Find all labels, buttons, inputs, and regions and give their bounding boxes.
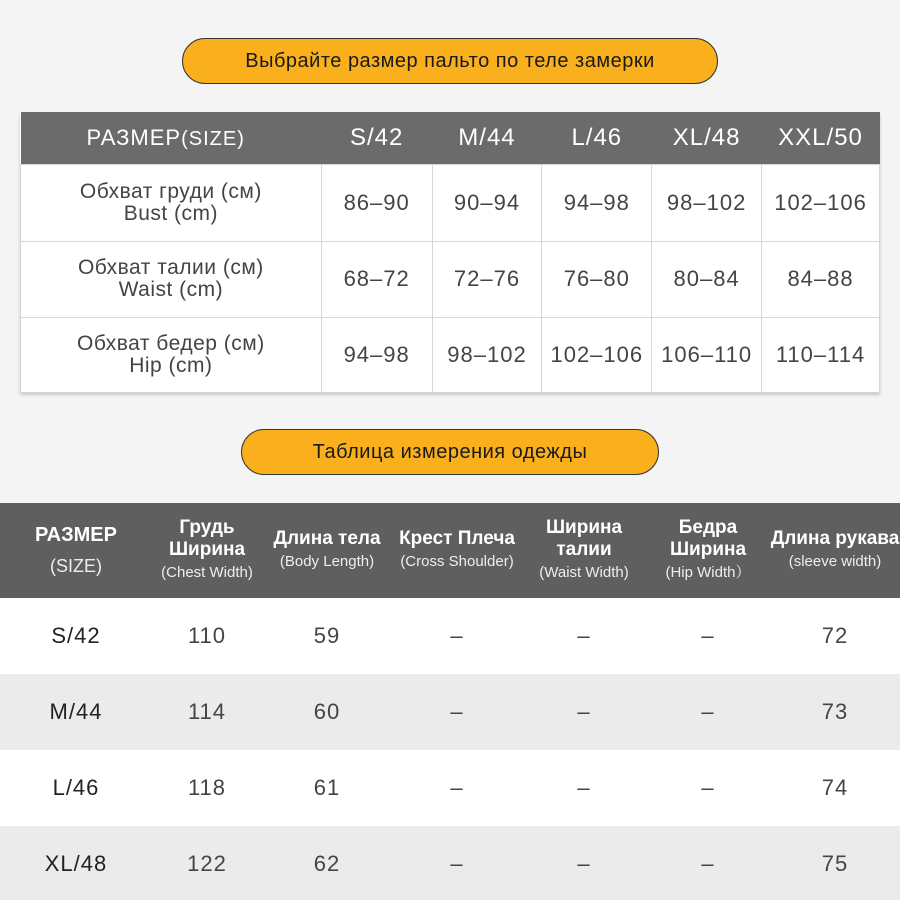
size-header: РАЗМЕР (SIZE) [0,503,152,598]
garment-measurements-table [0,503,900,900]
table-cell: – [522,674,646,750]
table-cell: – [646,826,770,900]
hip-width-header: Бедра Ширина (Hip Width） [646,503,770,598]
table-row [21,164,880,241]
table-cell: 61 [262,750,392,826]
table-cell: 118 [152,750,262,826]
table-cell: 84–88 [762,241,880,317]
table-cell: 68–72 [321,241,432,317]
table-cell: 80–84 [652,241,762,317]
table-cell: 114 [152,674,262,750]
table-cell: – [646,674,770,750]
row-label: Обхват бедер (см) Hip (cm) [21,317,322,392]
size-cell: S/42 [0,598,152,674]
body-length-header: Длина тела (Body Length) [262,503,392,598]
size-cell: L/46 [0,750,152,826]
table-cell: 102–106 [762,164,880,241]
table-cell: 90–94 [432,164,542,241]
table-cell: 74 [770,750,900,826]
size-col-header: M/44 [432,112,542,164]
table-cell: – [522,598,646,674]
size-col-header: S/42 [321,112,432,164]
size-cell: XL/48 [0,826,152,900]
table-cell: – [522,750,646,826]
table-row [21,241,880,317]
table-cell: 94–98 [542,164,652,241]
size-cell: M/44 [0,674,152,750]
table-cell: 94–98 [321,317,432,392]
row-label: Обхват талии (см) Waist (cm) [21,241,322,317]
table-cell: – [646,750,770,826]
body-size-title: Выбрайте размер пальто по теле замерки [182,38,718,84]
sleeve-length-header: Длина рукава (sleeve width) [770,503,900,598]
table-cell: – [392,750,522,826]
size-col-header: XL/48 [652,112,762,164]
table-cell: 72 [770,598,900,674]
table-cell: 76–80 [542,241,652,317]
body-measurements-table [20,112,880,393]
size-header: РАЗМЕР(SIZE) [21,112,322,164]
table-cell: 62 [262,826,392,900]
table-cell: 122 [152,826,262,900]
table-cell: – [392,826,522,900]
table-cell: – [522,826,646,900]
size-col-header: XXL/50 [762,112,880,164]
table-cell: 60 [262,674,392,750]
table-cell: 73 [770,674,900,750]
table-row [0,750,900,826]
body-table-header [21,112,880,164]
table-cell: 72–76 [432,241,542,317]
waist-width-header: Ширина талии (Waist Width) [522,503,646,598]
chest-width-header: Грудь Ширина (Chest Width) [152,503,262,598]
table-cell: 98–102 [652,164,762,241]
table-cell: 106–110 [652,317,762,392]
table-cell: – [392,598,522,674]
table-row [21,317,880,392]
cross-shoulder-header: Крест Плеча (Cross Shoulder) [392,503,522,598]
table-row [0,674,900,750]
garment-size-title: Таблица измерения одежды [241,429,659,475]
table-cell: 110 [152,598,262,674]
size-col-header: L/46 [542,112,652,164]
table-cell: 102–106 [542,317,652,392]
table-row [0,598,900,674]
garment-table-header [0,503,900,598]
table-cell: – [646,598,770,674]
table-cell: 59 [262,598,392,674]
table-cell: – [392,674,522,750]
table-cell: 98–102 [432,317,542,392]
row-label: Обхват груди (см) Bust (cm) [21,164,322,241]
table-cell: 110–114 [762,317,880,392]
table-row [0,826,900,900]
table-cell: 75 [770,826,900,900]
table-cell: 86–90 [321,164,432,241]
